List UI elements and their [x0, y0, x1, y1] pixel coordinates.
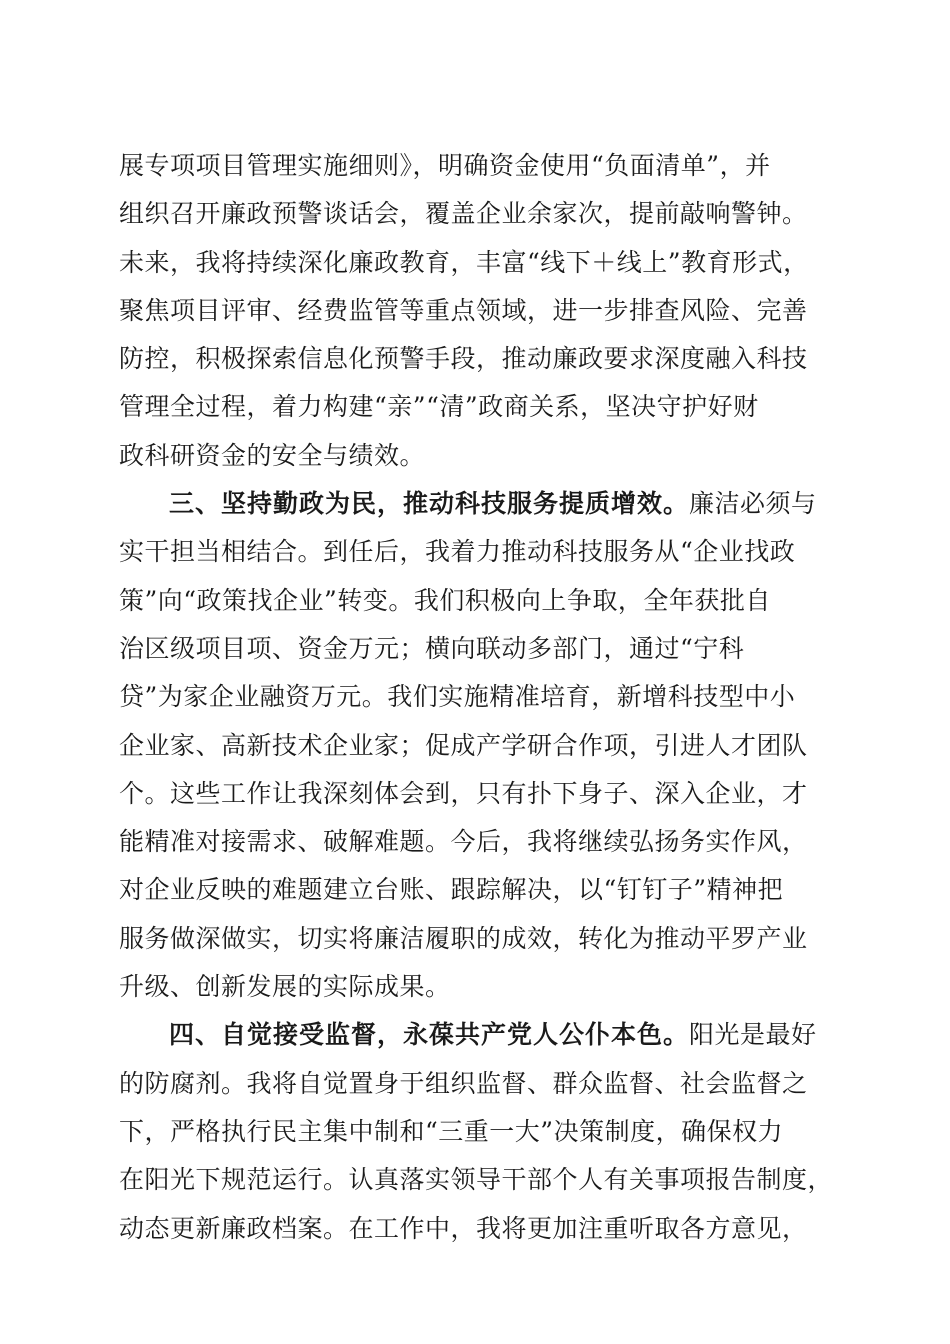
paragraph-first-line: [119, 1011, 839, 1059]
text-line: 升级、创新发展的实际成果。: [119, 972, 451, 1002]
text-line: 管理全过程，着力构建“亲”“清”政商关系，坚决守护好财: [119, 392, 759, 422]
text-line: 对企业反映的难题建立台账、跟踪解决，以“钉钉子”精神把: [119, 875, 784, 905]
text-line: 实干担当相结合。到任后，我着力推动科技服务从“企业找政: [119, 537, 796, 567]
paragraph-2: [119, 480, 839, 1011]
paragraph-3: [119, 1011, 839, 1252]
heading-trailing-text: 阳光是最好: [689, 1020, 817, 1050]
text-line: 下，严格执行民主集中制和“三重一大”决策制度，确保权力: [119, 1116, 784, 1146]
text-line: 组织召开廉政预警谈话会，覆盖企业余家次，提前敲响警钟。: [119, 199, 808, 229]
paragraph-first-line: [119, 480, 839, 528]
text-line: 企业家、高新技术企业家；促成产学研合作项，引进人才团队: [119, 730, 808, 760]
text-line: 在阳光下规范运行。认真落实领导干部个人有关事项报告制度，: [119, 1165, 834, 1195]
text-line: 展专项项目管理实施细则》，明确资金使用“负面清单”，并: [119, 151, 771, 180]
section-heading-3: 三、坚持勤政为民，推动科技服务提质增效。: [169, 489, 690, 519]
section-heading-4: 四、自觉接受监督，永葆共产党人公仆本色。: [169, 1020, 690, 1050]
text-line: 贷”为家企业融资万元。我们实施精准培育，新增科技型中小: [119, 682, 796, 712]
text-line: 能精准对接需求、破解难题。今后，我将继续弘扬务实作风，: [119, 827, 808, 857]
text-line: 聚焦项目评审、经费监管等重点领域，进一步排查风险、完善: [119, 295, 808, 325]
text-line: 的防腐剂。我将自觉置身于组织监督、群众监督、社会监督之: [119, 1068, 808, 1098]
document-body: [119, 142, 839, 1253]
text-line: 服务做深做实，切实将廉洁履职的成效，转化为推动平罗产业: [119, 923, 808, 953]
text-line: 政科研资金的安全与绩效。: [119, 440, 426, 470]
text-line: 个。这些工作让我深刻体会到，只有扑下身子、深入企业，才: [119, 778, 808, 808]
text-line: 治区级项目项、资金万元；横向联动多部门，通过“宁科: [119, 633, 745, 663]
text-line: 动态更新廉政档案。在工作中，我将更加注重听取各方意见，: [119, 1213, 808, 1243]
text-line: 防控，积极探索信息化预警手段，推动廉政要求深度融入科技: [119, 344, 808, 374]
heading-trailing-text: 廉洁必须与: [689, 489, 817, 519]
paragraph-1: [119, 142, 839, 480]
text-line: 未来，我将持续深化廉政教育，丰富“线下＋线上”教育形式，: [119, 247, 809, 277]
text-line: 策”向“政策找企业”转变。我们积极向上争取，全年获批自: [119, 585, 771, 615]
